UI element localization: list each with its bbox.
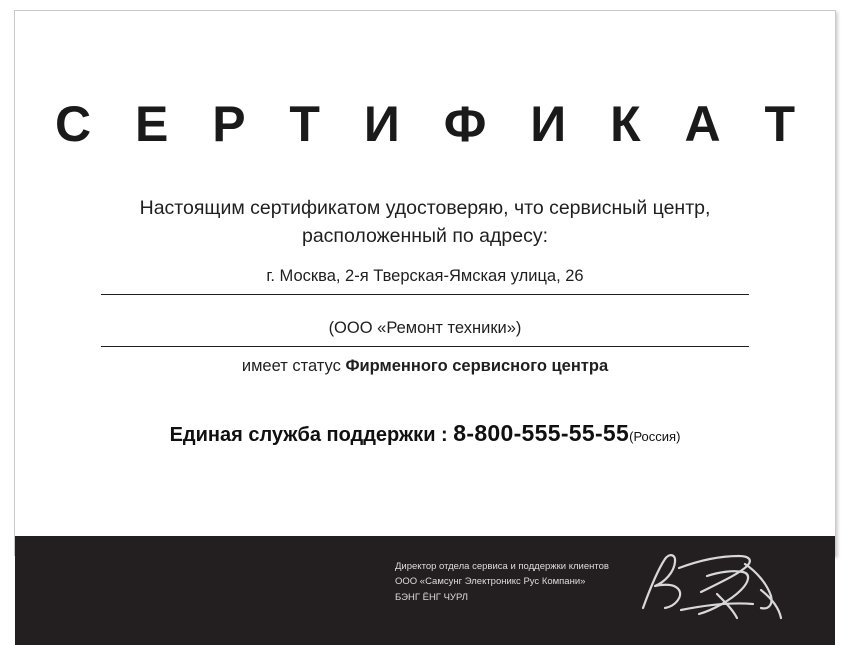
company-field: (ООО «Ремонт техники») [101, 316, 749, 347]
lead-line-1: Настоящим сертификатом удостоверяю, что сервисный центр, [139, 197, 711, 219]
certificate-body [15, 96, 835, 536]
handwritten-signature-icon [621, 550, 791, 632]
status-value: Фирменного сервисного центра [345, 356, 609, 375]
lead-paragraph [15, 195, 835, 250]
signer-name: БЭНГ ЁНГ ЧУРЛ [395, 591, 468, 603]
page-title: С Е Р Т И Ф И К А Т [54, 96, 811, 152]
certificate-footer [15, 536, 835, 645]
signer-role: Директор отдела сервиса и поддержки клиентов [395, 561, 609, 572]
status-line [101, 357, 749, 376]
certificate-fields [101, 264, 749, 376]
certificate-card [14, 10, 836, 603]
lead-line-2: расположенный по адресу: [301, 224, 549, 247]
status-prefix: имеет статус [241, 356, 346, 375]
address-field: г. Москва, 2-я Тверская-Ямская улица, 26 [101, 264, 749, 295]
signer-block [395, 559, 609, 605]
signer-company: ООО «Самсунг Электроникс Рус Компани» [395, 576, 586, 588]
support-phone: 8-800-555-55-55 [453, 419, 630, 446]
support-label: Единая служба поддержки : [169, 423, 454, 446]
support-region: (Россия) [629, 428, 681, 444]
support-line [15, 420, 835, 447]
